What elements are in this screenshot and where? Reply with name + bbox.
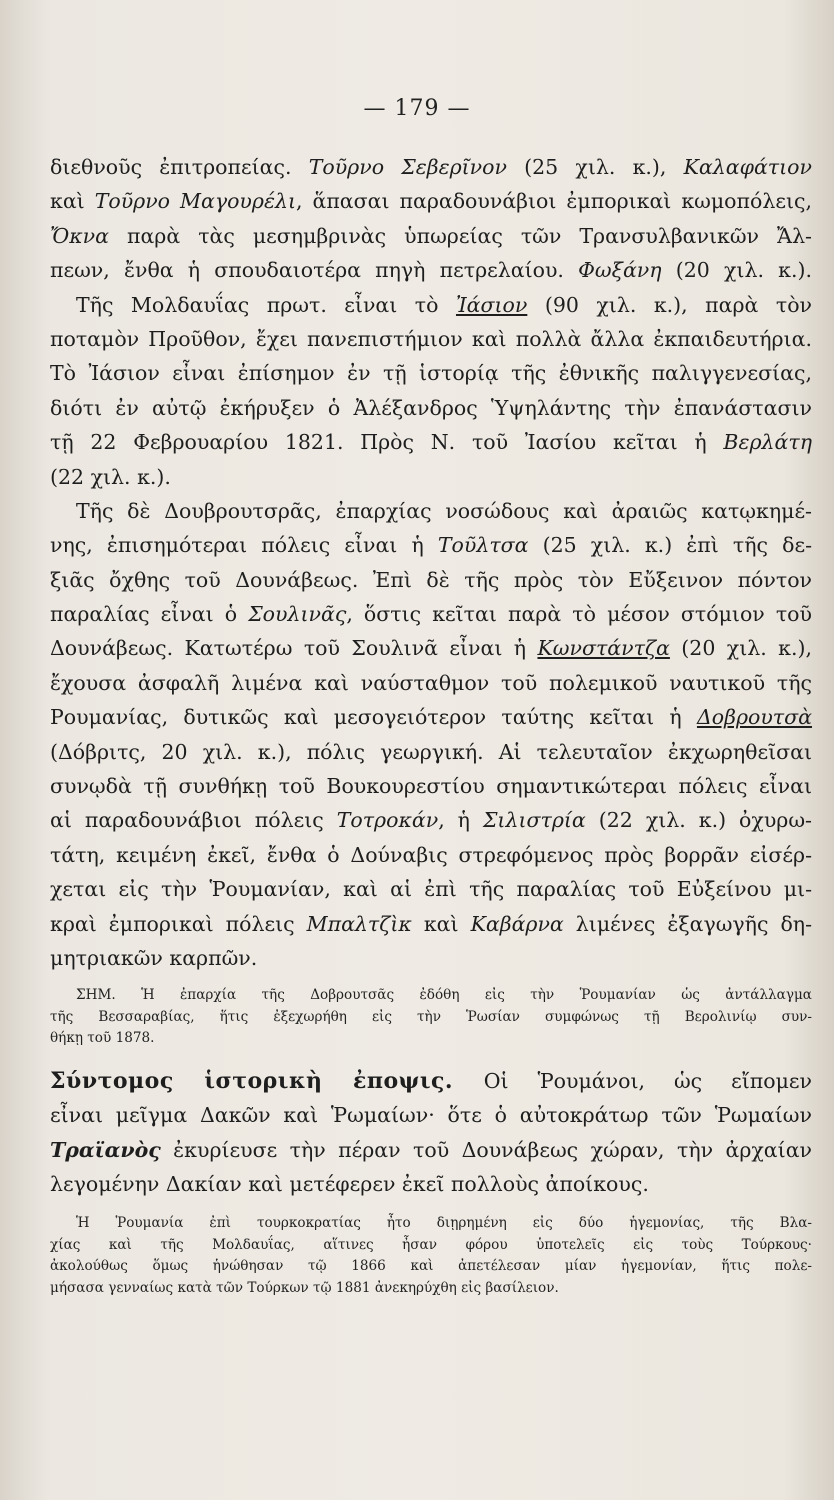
footnote-line — [50, 1278, 812, 1300]
text-run: διότι ἐν αὐτῷ ἐκήρυξεν ὁ Ἀλέξανδρος Ὑψηλάντης τὴν ἐπανάστασιν — [50, 395, 812, 420]
footnote-line — [50, 1235, 812, 1257]
text-run: τάτη, κειμένη ἐκεῖ, ἔνθα ὁ Δούναβις στρεφόμενος πρὸς βορρᾶν εἰσέρ- — [50, 842, 812, 867]
text-run: ἀκολούθως ὅμως ἡνώθησαν τῷ 1866 καὶ ἀπετέλεσαν μίαν ἡγεμονίαν, ἥτις πολε- — [50, 1258, 812, 1275]
emphasized-term: Καλαφάτιον — [683, 155, 812, 179]
text-line — [50, 460, 812, 494]
text-line — [50, 941, 812, 975]
text-line — [50, 700, 812, 734]
section-heading: Σύντομος ἱστορικὴ ἐποψις. — [50, 1067, 484, 1094]
emphasized-term: Τοῦρνο Μαγουρέλι — [94, 189, 296, 214]
text-line — [50, 735, 812, 769]
text-run: πεων, ἔνθα ἡ σπουδαιοτέρα πηγὴ πετρελαίου. — [50, 258, 579, 283]
emphasized-term: Φωξάνη — [578, 258, 662, 283]
text-line — [50, 356, 812, 390]
emphasized-term: Τοῦλτσα — [437, 533, 529, 558]
text-run: καὶ — [50, 189, 95, 214]
spacer — [50, 1050, 812, 1064]
text-run: ξιᾶς ὄχθης τοῦ Δουνάβεως. Ἐπὶ δὲ τῆς πρὸς τὸν Εὔξεινον πόντον — [50, 567, 812, 592]
text-line — [50, 907, 812, 941]
emphasized-term: Ὄκνα — [50, 223, 109, 248]
emphasized-term: Τοῦρνο Σεβερῖνον — [308, 155, 507, 179]
text-run: νης, ἐπισημότεραι πόλεις εἶναι ἡ — [50, 533, 438, 558]
page-number-header: — 179 — — [363, 96, 471, 121]
text-run: χίας καὶ τῆς Μολδαυΐας, αἵτινες ἦσαν φόρου ὑποτελεῖς εἰς τοὺς Τούρκους· — [50, 1236, 812, 1253]
text-line — [50, 838, 812, 872]
text-run: , ἡ — [438, 808, 483, 833]
text-line — [50, 528, 812, 562]
footnote-dobrudja — [50, 985, 812, 1050]
emphasized-term: Δοβρουτσὰ — [696, 705, 812, 730]
text-line — [50, 1167, 812, 1201]
spacer — [50, 1201, 812, 1213]
footnote-line — [50, 1007, 812, 1029]
emphasized-term: Τοτροκάν — [336, 808, 439, 833]
text-line — [50, 803, 812, 837]
text-line — [50, 219, 812, 253]
emphasized-term: Βερλάτη — [723, 430, 812, 455]
text-run: εἶναι μεῖγμα Δακῶν καὶ Ῥωμαίων· ὅτε ὁ αὐτοκράτωρ τῶν Ῥωμαίων — [50, 1103, 812, 1128]
emphasized-term: Μπαλτζὶκ — [306, 911, 412, 936]
text-line — [50, 1064, 812, 1098]
footnote-line — [50, 1213, 812, 1235]
text-run: παρὰ τὰς μεσημβρινὰς ὑπωρείας τῶν Τρανσυλβανικῶν Ἄλ- — [108, 223, 812, 248]
text-run: παραλίας εἶναι ὁ — [50, 602, 249, 627]
text-line — [50, 666, 812, 700]
text-run: αἱ παραδουνάβιοι πόλεις — [50, 808, 337, 833]
text-run: (20 χιλ. κ.), — [669, 636, 812, 661]
text-run: (Δόβριτς, 20 χιλ. κ.), πόλις γεωργική. Αἱ τελευταῖον ἐκχωρηθεῖσαι — [50, 739, 812, 764]
emphasized-term: Σουλινᾶς — [248, 602, 347, 627]
emphasized-term: Τραϊανὸς — [50, 1137, 161, 1162]
text-run: (22 χιλ. κ.) ὀχυρω- — [585, 808, 812, 833]
text-run: Ἡ Ῥουμανία ἐπὶ τουρκοκρατίας ἦτο διῃρημένη εἰς δύο ἡγεμονίας, τῆς Βλα- — [76, 1215, 812, 1232]
text-run: ποταμὸν Προῦθον, ἔχει πανεπιστήμιον καὶ πολλὰ ἄλλα ἐκπαιδευτήρια. — [50, 326, 812, 351]
text-line — [50, 631, 812, 665]
text-line — [50, 288, 812, 322]
text-run: λεγομένην Δακίαν καὶ μετέφερεν ἐκεῖ πολλοὺς ἀποίκους. — [50, 1172, 649, 1197]
text-line — [50, 150, 812, 184]
text-line — [50, 391, 812, 425]
text-run: καὶ — [411, 911, 471, 936]
text-run: τῆς Βεσσαραβίας, ἥτις ἐξεχωρήθη εἰς τὴν Ῥωσίαν συμφώνως τῇ Βερολινίῳ συν- — [50, 1008, 812, 1025]
text-line — [50, 184, 812, 218]
text-run: ἔχουσα ἀσφαλῆ λιμένα καὶ ναύσταθμον τοῦ πολεμικοῦ ναυτικοῦ τῆς — [50, 670, 812, 695]
text-run: Ρουμανίας, δυτικῶς καὶ μεσογειότερον ταύτης κεῖται ἡ — [50, 705, 697, 730]
emphasized-term: Κωνστάντζα — [537, 636, 670, 661]
text-run: , ὅστις κεῖται παρὰ τὸ μέσον στόμιον τοῦ — [346, 602, 812, 627]
text-run: Οἱ Ῥουμάνοι, ὡς εἴπομεν — [483, 1068, 812, 1093]
main-paragraphs — [50, 150, 812, 975]
text-line — [50, 322, 812, 356]
text-line — [50, 1098, 812, 1132]
text-run: (90 χιλ. κ.), παρὰ τὸν — [527, 292, 812, 317]
text-run: Τῆς δὲ Δουβρουτσρᾶς, ἐπαρχίας νοσώδους καὶ ἀραιῶς κατῳκημέ- — [76, 498, 812, 523]
text-run: χεται εἰς τὴν Ῥουμανίαν, καὶ αἱ ἐπὶ τῆς παραλίας τοῦ Εὐξείνου μι- — [50, 877, 812, 902]
text-run: κραὶ ἐμπορικαὶ πόλεις — [50, 911, 307, 936]
text-run: διεθνοῦς ἐπιτροπείας. — [50, 155, 309, 179]
text-run: ἐκυρίευσε τὴν πέραν τοῦ Δουνάβεως χώραν, τὴν ἀρχαίαν — [160, 1137, 812, 1162]
text-run: (25 χιλ. κ.) ἐπὶ τῆς δε- — [528, 533, 812, 558]
spacer — [50, 975, 812, 985]
text-run: Τὸ Ἰάσιον εἶναι ἐπίσημον ἐν τῇ ἱστορίᾳ τῆς ἐθνικῆς παλιγγενεσίας, — [50, 361, 812, 386]
footnote-principalities — [50, 1213, 812, 1299]
text-line — [50, 769, 812, 803]
text-run: (25 χιλ. κ.), — [506, 155, 684, 179]
text-line — [50, 494, 812, 528]
text-run: τῇ 22 Φεβρουαρίου 1821. Πρὸς Ν. τοῦ Ἰασίου κεῖται ἡ — [50, 430, 724, 455]
text-line — [50, 425, 812, 459]
footnote-line — [50, 985, 812, 1007]
text-line — [50, 597, 812, 631]
text-run: (22 χιλ. κ.). — [50, 464, 171, 489]
page-body — [50, 150, 812, 1299]
text-run: ΣΗΜ. Ἡ ἐπαρχία τῆς Δοβρουτσᾶς ἐδόθη εἰς τὴν Ῥουμανίαν ὡς ἀντάλλαγμα — [76, 987, 812, 1004]
emphasized-term: Καβάρνα — [470, 911, 564, 936]
text-run: Τῆς Μολδαυΐας πρωτ. εἶναι τὸ — [76, 292, 456, 317]
history-section — [50, 1064, 812, 1202]
text-line — [50, 253, 812, 287]
footnote-line — [50, 1028, 812, 1050]
footnote-line — [50, 1256, 812, 1278]
text-run: μήσασα γενναίως κατὰ τῶν Τούρκων τῷ 1881 ἀνεκηρύχθη εἰς βασίλειον. — [50, 1279, 559, 1296]
emphasized-term: Ἰάσιον — [455, 292, 528, 317]
text-run: θήκῃ τοῦ 1878. — [50, 1030, 155, 1047]
text-line — [50, 563, 812, 597]
text-line — [50, 1133, 812, 1167]
text-run: (20 χιλ. κ.). — [661, 258, 812, 283]
text-run: συνῳδὰ τῇ συνθήκῃ τοῦ Βουκουρεστίου σημαντικώτεραι πόλεις εἶναι — [50, 774, 812, 799]
text-run: μητριακῶν καρπῶν. — [50, 945, 258, 970]
text-run: , ἅπασαι παραδουνάβιοι ἐμπορικαὶ κωμοπόλεις, — [295, 189, 812, 214]
text-run: Δουνάβεως. Κατωτέρω τοῦ Σουλινᾶ εἶναι ἡ — [50, 636, 538, 661]
text-run: λιμένες ἐξαγωγῆς δη- — [563, 911, 812, 936]
emphasized-term: Σιλιστρία — [482, 808, 586, 833]
text-line — [50, 872, 812, 906]
